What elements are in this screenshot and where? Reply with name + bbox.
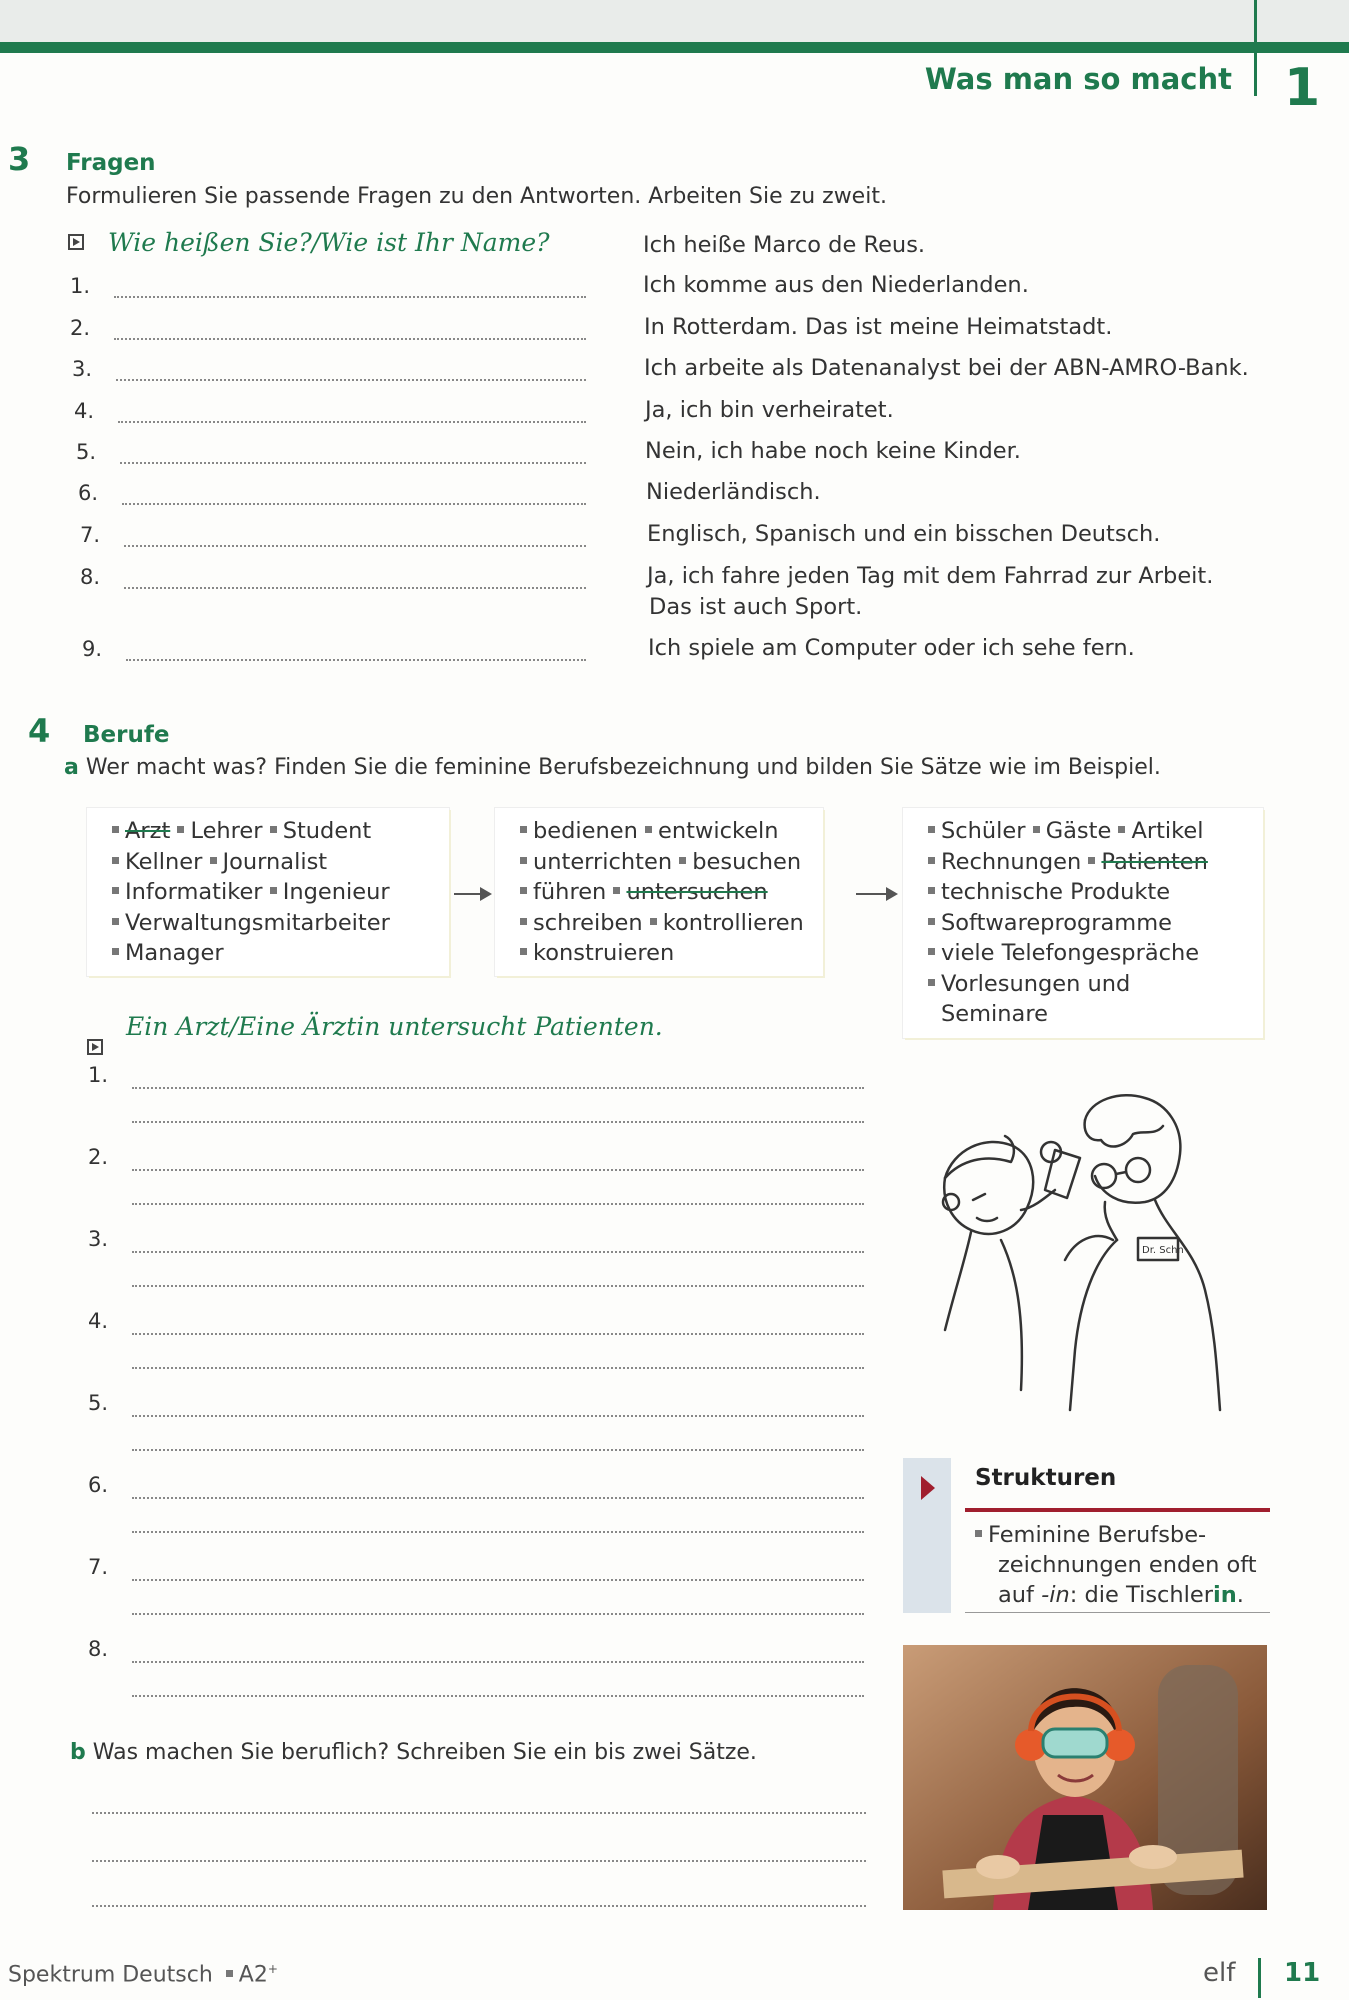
word: führen [533, 879, 607, 905]
sentence-number: 7. [88, 1555, 109, 1579]
question-input-line[interactable] [114, 296, 586, 298]
sentence-number: 2. [88, 1145, 109, 1169]
book-level-plus: + [267, 1962, 278, 1976]
chapter-title: Was man so macht [924, 62, 1232, 96]
answer-text: Niederländisch. [646, 479, 821, 505]
word: Manager [125, 940, 224, 966]
answer-text: Ich komme aus den Niederlanden. [643, 272, 1029, 298]
exercise-4-title: Berufe [83, 722, 170, 748]
question-input-line[interactable] [116, 379, 586, 381]
sentence-input-line[interactable] [132, 1333, 864, 1335]
question-number: 7. [80, 523, 101, 547]
sentence-input-line[interactable] [132, 1661, 864, 1663]
part-a-label: a [64, 755, 79, 780]
question-number: 6. [78, 481, 99, 505]
word: Seminare [941, 1001, 1048, 1027]
strukturen-title: Strukturen [975, 1465, 1117, 1491]
sentence-input-line[interactable] [132, 1203, 864, 1205]
sentence-number: 8. [88, 1637, 109, 1661]
answer-text: Ja, ich fahre jeden Tag mit dem Fahrrad zur Arbeit. [647, 563, 1214, 589]
chapter-number: 1 [1284, 58, 1321, 118]
page-number: 11 [1284, 1958, 1321, 1988]
sentence-input-line[interactable] [132, 1579, 864, 1581]
word: Lehrer [190, 818, 263, 844]
sentence-input-line[interactable] [132, 1121, 864, 1123]
doctor-badge-text: Dr. Schn [1142, 1245, 1184, 1256]
word: Artikel [1131, 818, 1204, 844]
strukturen-bottom-rule [965, 1612, 1270, 1613]
example-marker-icon [87, 1039, 103, 1055]
strukturen-line: Feminine Berufsbe- [988, 1522, 1207, 1548]
question-input-line[interactable] [114, 338, 586, 340]
question-input-line[interactable] [124, 545, 586, 547]
word: entwickeln [658, 818, 779, 844]
arrow-right-icon [454, 893, 490, 895]
word: unterrichten [533, 848, 673, 875]
sentence-input-line[interactable] [132, 1613, 864, 1615]
word: kontrollieren [662, 909, 804, 936]
strukturen-suffix: -in [1041, 1582, 1070, 1608]
exercise-3-title: Fragen [66, 150, 156, 176]
word: Vorlesungen und [941, 970, 1131, 997]
answer-text: Ich spiele am Computer oder ich sehe fern. [648, 635, 1135, 661]
example-sentence: Ein Arzt/Eine Ärztin untersucht Patienten. [126, 1012, 663, 1041]
word: Softwareprogramme [941, 909, 1172, 936]
sentence-number: 1. [88, 1063, 109, 1087]
writing-line[interactable] [92, 1860, 866, 1862]
word-patienten: Patienten [1101, 848, 1208, 875]
sentence-input-line[interactable] [132, 1285, 864, 1287]
word: Informatiker [125, 879, 263, 905]
word: Journalist [222, 848, 328, 875]
word: Ingenieur [282, 879, 390, 905]
question-input-line[interactable] [120, 462, 586, 464]
sentence-input-line[interactable] [132, 1367, 864, 1369]
strukturen-text [975, 1520, 1275, 1610]
strukturen-divider [965, 1508, 1270, 1512]
strukturen-bold-suffix: in [1213, 1582, 1237, 1608]
word: Kellner [125, 848, 203, 875]
exercise-4-number: 4 [28, 712, 51, 750]
exercise-3-number: 3 [8, 140, 31, 178]
example-answer: Ich heiße Marco de Reus. [643, 232, 926, 258]
question-number: 3. [72, 357, 93, 381]
footer-divider [1258, 1958, 1261, 1998]
word: Schüler [941, 818, 1026, 844]
footer-book-title [8, 1962, 278, 1987]
objects-box [903, 808, 1263, 1038]
sentence-input-line[interactable] [132, 1169, 864, 1171]
word: Student [282, 818, 372, 844]
exercise-3-instruction: Formulieren Sie passende Fragen zu den Antworten. Arbeiten Sie zu zweit. [66, 184, 887, 209]
page-word: elf [1203, 1958, 1236, 1988]
question-number: 8. [80, 565, 101, 589]
question-number: 4. [74, 399, 95, 423]
play-icon [903, 1458, 951, 1518]
writing-line[interactable] [92, 1812, 866, 1814]
word: bedienen [533, 818, 638, 844]
answer-text: Ich arbeite als Datenanalyst bei der ABN-AMRO-Bank. [644, 355, 1249, 381]
sentence-input-line[interactable] [132, 1449, 864, 1451]
word: Gäste [1045, 818, 1112, 844]
question-input-line[interactable] [122, 503, 586, 505]
sentence-input-line[interactable] [132, 1087, 864, 1089]
example-question: Wie heißen Sie?/Wie ist Ihr Name? [108, 228, 550, 257]
word: konstruieren [533, 940, 675, 966]
carpenter-photo [903, 1645, 1267, 1910]
word: technische Produkte [941, 879, 1171, 905]
strukturen-text-part: . [1236, 1582, 1244, 1608]
verbs-box [495, 808, 823, 976]
doctor-illustration [905, 1090, 1265, 1420]
goggles-icon [1043, 1729, 1107, 1757]
question-number: 5. [76, 440, 97, 464]
sentence-input-line[interactable] [132, 1497, 864, 1499]
question-input-line[interactable] [126, 659, 586, 661]
sentence-input-line[interactable] [132, 1695, 864, 1697]
sentence-number: 4. [88, 1309, 109, 1333]
sentence-input-line[interactable] [132, 1251, 864, 1253]
answer-text: Nein, ich habe noch keine Kinder. [645, 438, 1021, 464]
example-marker-icon [68, 234, 84, 250]
part-a-text: Wer macht was? Finden Sie die feminine Berufsbezeichnung und bilden Sie Sätze wie im Beispiel. [85, 755, 1161, 780]
sentence-input-line[interactable] [132, 1415, 864, 1417]
word: Verwaltungsmitarbeiter [125, 909, 390, 936]
exercise-4b-instruction [70, 1740, 757, 1765]
sentence-input-line[interactable] [132, 1531, 864, 1533]
thermometer-icon [1045, 1150, 1080, 1198]
question-number: 2. [70, 316, 91, 340]
answer-text: Das ist auch Sport. [649, 594, 863, 620]
word-untersuchen: untersuchen [626, 879, 768, 905]
strukturen-sidebar [903, 1458, 951, 1613]
question-input-line[interactable] [118, 421, 586, 423]
question-number: 9. [82, 637, 103, 661]
word: viele Telefongespräche [941, 940, 1200, 966]
word: besuchen [692, 848, 802, 875]
word: schreiben [533, 909, 643, 936]
exercise-4a-instruction [64, 755, 1161, 780]
answer-text: In Rotterdam. Das ist meine Heimatstadt. [644, 314, 1113, 340]
sentence-number: 3. [88, 1227, 109, 1251]
arrow-right-icon [856, 893, 896, 895]
part-b-text: Was machen Sie beruflich? Schreiben Sie ein bis zwei Sätze. [92, 1740, 757, 1765]
sentence-number: 5. [88, 1391, 109, 1415]
top-strip [0, 0, 1349, 42]
part-b-label: b [70, 1740, 86, 1765]
answer-text: Englisch, Spanisch und ein bisschen Deutsch. [647, 521, 1161, 547]
strukturen-line: zeichnungen enden oft [998, 1552, 1257, 1578]
book-title: Spektrum Deutsch [8, 1962, 213, 1988]
word: Rechnungen [941, 848, 1082, 875]
word-arzt: Arzt [125, 818, 171, 844]
professions-box [87, 808, 449, 976]
strukturen-text-part: auf [998, 1582, 1042, 1608]
book-level: A2 [238, 1962, 268, 1988]
top-green-bar [0, 42, 1349, 53]
writing-line[interactable] [92, 1905, 866, 1907]
chapter-divider [1254, 0, 1257, 96]
answer-text: Ja, ich bin verheiratet. [645, 397, 894, 423]
question-input-line[interactable] [124, 587, 586, 589]
strukturen-text-part: : die Tischler [1069, 1582, 1214, 1608]
question-number: 1. [70, 274, 91, 298]
sentence-number: 6. [88, 1473, 109, 1497]
